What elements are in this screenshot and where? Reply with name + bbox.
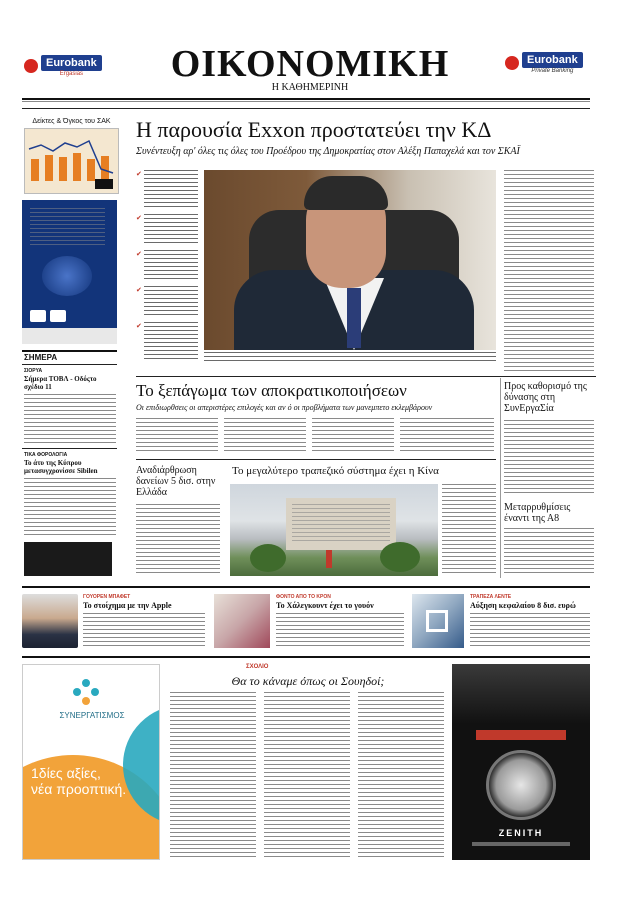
teasers-rule — [22, 586, 590, 588]
sidebar-rule — [22, 350, 117, 352]
ad-logo-icon — [71, 677, 101, 707]
index-chart — [24, 128, 119, 194]
opinion-body-col — [358, 692, 444, 860]
sidebar-item2-body — [24, 478, 116, 536]
bottom-rule — [22, 656, 590, 658]
bullet-text — [144, 322, 198, 362]
secondary-body-col — [400, 418, 494, 454]
ad-left-brand: ΣΥΝΕΡΓΑΤΙΣΜΟΣ — [59, 711, 125, 720]
photo-building-windows — [292, 504, 390, 544]
right-sponsor-logo — [505, 52, 583, 74]
photo-person — [326, 550, 332, 568]
masthead-title: ΟΙΚΟΝΟΜΙΚΗ — [170, 43, 450, 85]
sidebar-item2-headline: Το άτυ της Κύπρου μετασυγχρονίσσε Sibilen — [24, 459, 98, 475]
box-left-headline: Αναδιάρθρωση δανείων 5 δισ. στην Ελλάδα — [136, 465, 216, 498]
chart-bar — [31, 159, 39, 181]
photo-hair — [304, 176, 388, 210]
sidebar-rule — [22, 448, 117, 449]
teaser3-headline: Αύξηση κεφαλαίου 8 δισ. ευρώ — [470, 601, 576, 610]
side-right-headline2: Μεταρρυθμίσεις έναντι της Α8 — [504, 502, 571, 524]
teaser3-body — [470, 613, 590, 649]
left-sponsor-name: Eurobank — [41, 55, 102, 71]
lead-headline: Η παρουσία Exxon προστατεύει την ΚΔ — [136, 117, 492, 142]
secondary-headline: Το ξεπάγωμα των αποκρατικοποιήσεων — [136, 381, 407, 400]
chart-bar — [45, 155, 53, 181]
top-crop-edge — [0, 0, 620, 6]
right-sponsor-name: Eurobank — [522, 52, 583, 68]
side-right-headline1: Προς καθορισμό της δύνασης στη ΣυνΕργαΣία — [504, 381, 587, 414]
chart-callout — [95, 179, 113, 189]
bullet-check-icon: ✔ — [136, 214, 142, 222]
card-logo-icon — [30, 310, 46, 322]
left-sponsor-sub: Ergasias — [59, 71, 84, 77]
masthead-subtitle: Η ΚΑΘΗΜΕΡΙΝΗ — [271, 82, 349, 93]
bullet-text — [144, 286, 198, 316]
ad-graphic — [42, 256, 92, 296]
sidebar-item2-kicker: ΤΙΚΑ ΦΟΡΟΛΟΓΙΑ — [24, 452, 68, 458]
photo-feature-body — [442, 484, 496, 576]
chart-bar — [59, 157, 67, 181]
bank-building-photo — [230, 484, 438, 576]
teaser1-body — [83, 613, 205, 649]
ad-footer — [22, 328, 117, 344]
bullet-check-icon: ✔ — [136, 322, 142, 330]
ad-right-brand: ZENITH — [498, 828, 544, 838]
masthead-rule — [22, 98, 590, 100]
opinion-kicker: ΣΧΟΛΙΟ — [246, 664, 269, 670]
opinion-body-col — [170, 692, 256, 860]
lead-bullets — [136, 170, 198, 375]
teaser2-headline: Το Χάλεγκουντ έχει το γουόν — [276, 601, 374, 610]
dateline-rule — [22, 108, 590, 109]
section-rule — [136, 376, 596, 377]
dateline-strip — [22, 101, 590, 105]
right-sponsor-sub: Private Banking — [531, 68, 574, 74]
chart-bar — [87, 159, 95, 181]
lead-photo-caption — [204, 352, 496, 362]
ad-red-band — [476, 730, 566, 740]
bullet-check-icon: ✔ — [136, 170, 142, 178]
ad-left — [22, 664, 160, 860]
teaser2-photo — [214, 594, 270, 648]
lead-body-col — [504, 170, 594, 372]
secondary-body-col — [312, 418, 394, 454]
side-right-body1 — [504, 420, 594, 496]
sidebar-rule — [22, 364, 117, 365]
bullet-check-icon: ✔ — [136, 286, 142, 294]
sidebar-black-box — [24, 542, 112, 576]
teaser1-headline: Το στοίχημα με την Apple — [83, 601, 172, 610]
photo-tree — [250, 544, 286, 572]
sidebar-item1-body — [24, 394, 116, 444]
teaser1-photo — [22, 594, 78, 648]
photo-tree — [380, 542, 420, 572]
chart-bar — [101, 156, 109, 181]
teaser3-kicker: ΤΡΑΠΕΖΑ ΛΕΝΤΕ — [470, 594, 512, 600]
photo-tie — [347, 288, 361, 348]
teaser2-kicker: ΦΟΝΤΟ ΑΠΟ ΤΟ ΚΡΟΝ — [276, 594, 331, 600]
sidebar-bank-ad — [22, 200, 117, 344]
ad-left-slogan2: νέα προοπτική. — [31, 781, 127, 797]
section-rule — [136, 459, 496, 460]
ad-left-slogan1: 1δίες αξίες, — [31, 765, 101, 781]
left-sponsor-logo — [24, 55, 102, 77]
sidebar-chart-title: Δείκτες & Όγκος του ΣΑΚ — [32, 118, 111, 125]
chart-bar — [73, 153, 81, 181]
lead-photo — [204, 170, 496, 350]
column-divider — [500, 378, 501, 578]
sidebar-item1-kicker: ΣΙΟΡΥΑ — [24, 368, 43, 374]
sidebar-item1-headline: Σήμερα ΤΟΒΛ - Οδόςτο σχέδιο 11 — [24, 375, 97, 391]
bullet-text — [144, 170, 198, 208]
watch-icon — [486, 750, 556, 820]
secondary-deck: Οι επιδιωρθσεις οι απεριστέρες επιλογές και αν ό οι προβλήματα των μανεμπετο εκλεμβάρουν — [136, 403, 433, 412]
teaser2-body — [276, 613, 404, 649]
index-chart-svg — [25, 129, 120, 195]
opinion-headline: Θα το κάναμε όπως οι Σουηδοί; — [231, 674, 385, 688]
eurobank-mark-icon — [24, 59, 38, 73]
opinion-body-col — [264, 692, 350, 860]
photo-feature-headline: Το μεγαλύτερο τραπεζικό σύστημα έχει η Κίνα — [232, 465, 439, 477]
eurobank-mark-icon — [505, 56, 519, 70]
bullet-check-icon: ✔ — [136, 250, 142, 258]
deutsche-bank-logo-icon — [426, 610, 448, 632]
ad-right — [452, 664, 590, 860]
ad-car-image — [452, 664, 590, 724]
secondary-body-col — [224, 418, 306, 454]
bullet-text — [144, 250, 198, 280]
today-label: ΣΗΜΕΡΑ — [24, 353, 58, 362]
box-left-body — [136, 504, 220, 576]
side-right-body2 — [504, 528, 594, 576]
teaser3-photo — [412, 594, 464, 648]
ad-right-footer — [472, 842, 570, 846]
ad-text-block — [30, 208, 105, 248]
teaser1-kicker: ΓΟΥΟΡΕΝ ΜΠΑΦΕΤ — [83, 594, 131, 600]
chart-line — [29, 141, 113, 173]
secondary-body-col — [136, 418, 218, 454]
card-logo-icon — [50, 310, 66, 322]
bullet-text — [144, 214, 198, 244]
lead-deck: Συνέντευξη αρ' όλες τις όλες του Προέδρου της Δημοκρατίας στον Αλέξη Παπαχελά και τον ΣΚΑΪ — [136, 146, 520, 157]
